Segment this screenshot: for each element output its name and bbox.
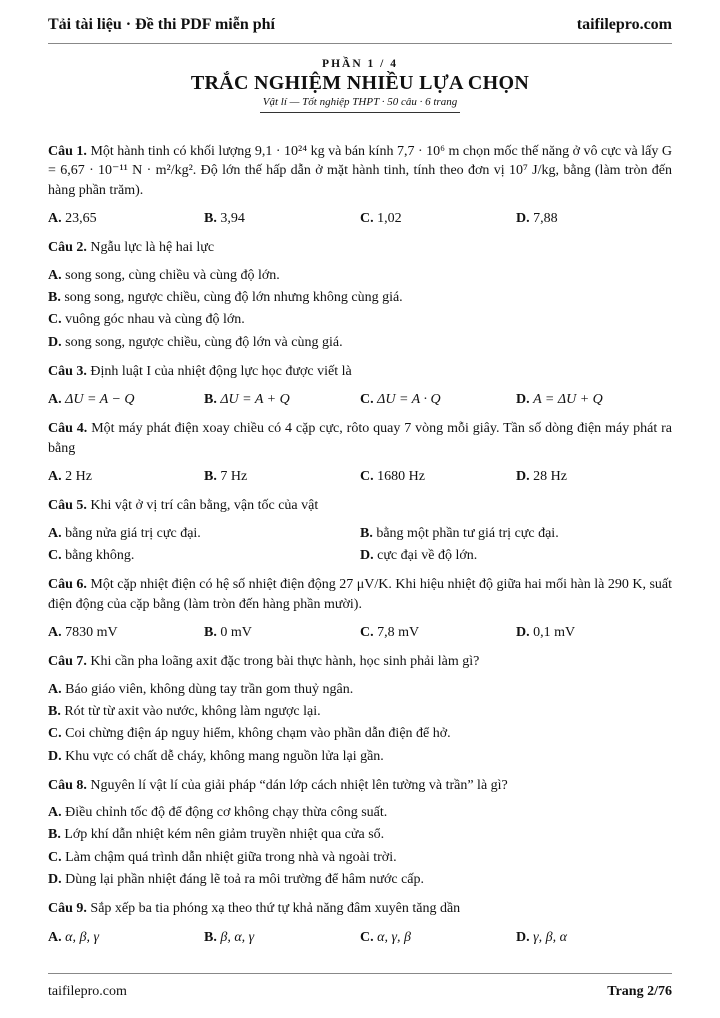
question-1 — [48, 142, 672, 228]
options — [48, 209, 672, 228]
option-d[interactable]: D. 7,88 — [516, 210, 558, 226]
option-b[interactable]: B. 0 mV — [204, 624, 252, 640]
option-c[interactable]: C. α, γ, β — [360, 929, 411, 945]
question-stem: Một máy phát điện xoay chiều có 4 cặp cực, rôto quay 7 vòng mỗi giây. Tần số dòng điện máy phát ra bằng — [48, 421, 672, 456]
option-a[interactable]: A. 23,65 — [48, 210, 97, 226]
option-c[interactable]: C. 1680 Hz — [360, 469, 425, 485]
question-number: Câu 2. — [48, 240, 87, 256]
option-d[interactable]: D. cực đại về độ lớn. — [360, 548, 478, 563]
option-a[interactable]: A. α, β, γ — [48, 929, 99, 945]
footer-site-link[interactable]: taifilepro.com — [48, 984, 127, 999]
option-a[interactable]: A. 7830 mV — [48, 624, 118, 640]
option-d[interactable]: D. Dùng lại phần nhiệt đáng lẽ toả ra môi trường để hâm nước cấp. — [48, 872, 425, 888]
option-d[interactable]: D. 28 Hz — [516, 469, 567, 485]
option-a[interactable]: A. ΔU = A − Q — [48, 392, 135, 408]
option-c[interactable]: C. Coi chừng điện áp nguy hiểm, không chạm vào phần dẫn điện để hở. — [48, 726, 451, 742]
option-a[interactable]: A. bằng nửa giá trị cực đại. — [48, 525, 201, 541]
option-d[interactable]: D. 0,1 mV — [516, 624, 576, 640]
question-stem: Một cặp nhiệt điện có hệ số nhiệt điện động 27 μV/K. Khi hiệu nhiệt độ giữa hai mối hàn là 290 K, suất điện động của cặp bằng (làm tròn đến hàng phần mười). — [48, 577, 673, 612]
question-8 — [48, 776, 672, 890]
options — [48, 266, 672, 352]
question-number: Câu 5. — [48, 498, 87, 514]
part-underline — [260, 112, 460, 113]
question-number: Câu 9. — [48, 901, 87, 917]
option-b[interactable]: B. Lớp khí dẫn nhiệt kém nên giảm truyền nhiệt qua cửa sổ. — [48, 827, 385, 843]
header-site-link[interactable]: taifilepro.com — [576, 16, 672, 33]
question-stem: Nguyên lí vật lí của giải pháp “dán lớp cách nhiệt lên tường và trần” là gì? — [90, 777, 508, 793]
option-a[interactable]: A. song song, cùng chiều và cùng độ lớn. — [48, 267, 280, 283]
option-c[interactable]: C. vuông góc nhau và cùng độ lớn. — [48, 312, 245, 328]
option-b[interactable]: B. β, α, γ — [204, 929, 255, 945]
option-b[interactable]: B. ΔU = A + Q — [204, 392, 290, 408]
option-a[interactable]: A. Báo giáo viên, không dùng tay trần gom thuỷ ngân. — [48, 681, 354, 697]
option-a[interactable]: A. Điều chỉnh tốc độ để động cơ không chạy thừa công suất. — [48, 805, 388, 821]
header-left-text: Tải tài liệu · Đề thi PDF miễn phí — [48, 16, 275, 33]
question-3 — [48, 362, 672, 410]
question-2 — [48, 238, 672, 352]
question-6 — [48, 575, 672, 642]
option-c[interactable]: C. 7,8 mV — [360, 624, 420, 640]
question-stem: Ngẫu lực là hệ hai lực — [90, 240, 215, 256]
option-d[interactable]: D. Khu vực có chất dễ cháy, không mang nguồn lửa lại gần. — [48, 748, 384, 764]
page-header — [48, 10, 672, 40]
question-number: Câu 6. — [48, 577, 87, 593]
options — [48, 623, 672, 642]
option-c[interactable]: C. ΔU = A · Q — [360, 392, 441, 408]
question-number: Câu 8. — [48, 777, 87, 793]
page-number: Trang 2/76 — [607, 984, 672, 999]
option-c[interactable]: C. Làm chậm quá trình dẫn nhiệt giữa trong nhà và ngoài trời. — [48, 849, 397, 865]
option-b[interactable]: B. song song, ngược chiều, cùng độ lớn nhưng không cùng giá. — [48, 289, 403, 305]
question-list — [48, 142, 672, 957]
question-number: Câu 4. — [48, 421, 88, 437]
option-d[interactable]: D. A = ΔU + Q — [516, 392, 603, 408]
part-subtitle: Vật lí — Tốt nghiệp THPT · 50 câu · 6 trang — [262, 96, 458, 108]
question-7 — [48, 652, 672, 766]
option-b[interactable]: B. 7 Hz — [204, 469, 248, 485]
question-stem: Định luật I của nhiệt động lực học được viết là — [90, 363, 352, 379]
option-d[interactable]: D. song song, ngược chiều, cùng độ lớn và cùng giá. — [48, 334, 343, 350]
question-9 — [48, 899, 672, 947]
part-label: PHẦN 1 / 4 — [322, 58, 398, 70]
options — [48, 680, 672, 766]
question-stem: Khi cần pha loãng axit đặc trong bài thực hành, học sinh phải làm gì? — [90, 654, 480, 670]
part-heading — [0, 58, 720, 113]
option-a[interactable]: A. 2 Hz — [48, 469, 92, 485]
page-footer — [48, 984, 672, 1000]
options — [48, 524, 672, 566]
option-b[interactable]: B. Rót từ từ axit vào nước, không làm ngược lại. — [48, 703, 321, 719]
question-4 — [48, 419, 672, 486]
options — [48, 928, 672, 947]
option-b[interactable]: B. bằng một phần tư giá trị cực đại. — [360, 525, 559, 541]
question-number: Câu 3. — [48, 363, 87, 379]
part-title: TRẮC NGHIỆM NHIỀU LỰA CHỌN — [190, 72, 530, 94]
question-stem: Một hành tinh có khối lượng 9,1 · 10²⁴ kg và bán kính 7,7 · 10⁶ m chọn mốc thế năng ở vô cực và lấy G = 6,67 · 10⁻¹¹ N · m²/kg². Độ lớn thế hấp dẫn ở mặt hành tinh, tính theo đơn vị 10⁷ J/kg, bằng (làm tròn đến hàng phần trăm). — [48, 144, 673, 198]
question-number: Câu 7. — [48, 654, 87, 670]
option-b[interactable]: B. 3,94 — [204, 210, 245, 226]
options — [48, 803, 672, 889]
option-c[interactable]: C. 1,02 — [360, 210, 402, 226]
options — [48, 467, 672, 486]
header-divider — [48, 43, 672, 44]
footer-divider — [48, 973, 672, 974]
question-5 — [48, 496, 672, 565]
question-number: Câu 1. — [48, 144, 87, 159]
options — [48, 390, 672, 409]
question-stem: Sắp xếp ba tia phóng xạ theo thứ tự khả năng đâm xuyên tăng dần — [90, 901, 461, 917]
option-d[interactable]: D. γ, β, α — [516, 929, 567, 945]
option-c[interactable]: C. bằng không. — [48, 548, 135, 563]
question-stem: Khi vật ở vị trí cân bằng, vận tốc của vật — [90, 498, 319, 514]
